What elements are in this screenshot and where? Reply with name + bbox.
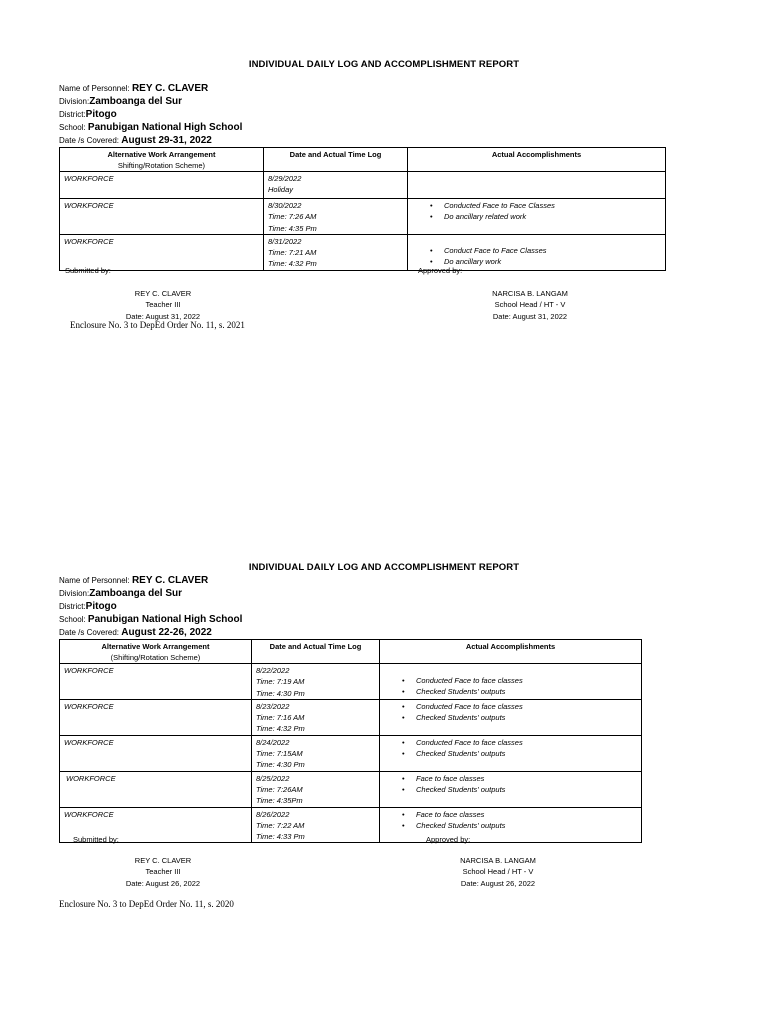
arrangement-cell: WORKFORCE bbox=[60, 199, 264, 235]
log-line: Time: 7:26AM bbox=[256, 784, 303, 794]
arrangement-header bbox=[60, 148, 264, 172]
time-log-header: Date and Actual Time Log bbox=[252, 640, 380, 664]
log-line: Time: 4:35Pm bbox=[256, 796, 303, 806]
log-line: Holiday bbox=[268, 185, 294, 195]
arrangement-cell: WORKFORCE bbox=[60, 172, 264, 199]
field-label: Date /s Covered: bbox=[59, 136, 120, 145]
field-label: District: bbox=[59, 602, 86, 611]
list-item bbox=[412, 245, 661, 256]
submitted-by-label: Submitted by: bbox=[65, 266, 111, 275]
log-line: Time: 4:35 Pm bbox=[268, 223, 317, 233]
table-row bbox=[60, 199, 666, 235]
time-log-cell bbox=[252, 807, 380, 843]
accomplishment-text: Checked Students' outputs bbox=[416, 820, 506, 830]
approver-date: Date: August 26, 2022 bbox=[460, 878, 536, 888]
arrangement-cell: WORKFORCE bbox=[60, 664, 252, 700]
log-line: Time: 7:16 AM bbox=[256, 713, 305, 723]
table-header-row bbox=[60, 148, 666, 172]
log-line: 8/25/2022 bbox=[256, 773, 290, 783]
report-title: INDIVIDUAL DAILY LOG AND ACCOMPLISHMENT REPORT bbox=[248, 59, 520, 70]
log-line: Time: 4:33 Pm bbox=[256, 832, 305, 842]
accomplishment-text: Conducted Face to face classes bbox=[416, 737, 523, 747]
log-line: 8/22/2022 bbox=[256, 666, 290, 675]
accomplishment-text: Checked Students' outputs bbox=[416, 784, 506, 794]
submitter-name: REY C. CLAVER bbox=[134, 289, 192, 298]
accomplishment-text: Conducted Face to face classes bbox=[416, 701, 523, 711]
accomplishments-header: Actual Accomplishments bbox=[408, 148, 666, 172]
log-line: 8/23/2022 bbox=[256, 701, 290, 711]
field-value: Pitogo bbox=[85, 601, 117, 612]
approved-by-label: Approved by: bbox=[426, 835, 471, 844]
log-line: Time: 4:32 Pm bbox=[256, 724, 305, 734]
bullet-icon: • bbox=[430, 245, 433, 255]
accomplishments-cell bbox=[380, 735, 642, 771]
field-label: Division: bbox=[59, 589, 90, 598]
list-item bbox=[384, 748, 637, 759]
log-line: Time: 7:15AM bbox=[256, 749, 303, 759]
list-item bbox=[384, 712, 637, 723]
log-line: 8/30/2022 bbox=[268, 201, 302, 210]
list-item bbox=[384, 737, 637, 748]
list-item bbox=[384, 820, 637, 831]
district-field bbox=[59, 601, 117, 612]
log-line: 8/29/2022 bbox=[268, 174, 302, 183]
enclosure-note: Enclosure No. 3 to DepEd Order No. 11, s. 2020 bbox=[59, 899, 234, 909]
accomplishments-cell bbox=[380, 699, 642, 735]
arrangement-cell: WORKFORCE bbox=[60, 699, 252, 735]
district-field bbox=[59, 109, 117, 120]
approver-name: NARCISA B. LANGAM bbox=[492, 289, 568, 298]
accomplishments-cell bbox=[408, 234, 666, 270]
time-log-cell bbox=[264, 172, 408, 199]
field-label: School: bbox=[59, 615, 86, 624]
header-line: (Shifting/Rotation Scheme) bbox=[110, 653, 201, 662]
time-log-cell bbox=[252, 699, 380, 735]
submitter-block bbox=[100, 855, 226, 889]
division-field bbox=[59, 588, 182, 599]
list-item bbox=[384, 784, 637, 795]
table-row bbox=[60, 172, 666, 199]
submitter-position: Teacher III bbox=[145, 867, 181, 877]
accomplishments-cell bbox=[408, 172, 666, 199]
field-label: School: bbox=[59, 123, 86, 132]
bullet-icon: • bbox=[402, 749, 405, 759]
school-field bbox=[59, 614, 242, 625]
date-covered-field bbox=[59, 135, 212, 146]
accomplishment-text: Conducted Face to face classes bbox=[416, 676, 523, 685]
time-log-cell bbox=[252, 664, 380, 700]
submitter-date: Date: August 26, 2022 bbox=[125, 878, 201, 888]
arrangement-cell: WORKFORCE bbox=[60, 807, 252, 843]
report-title: INDIVIDUAL DAILY LOG AND ACCOMPLISHMENT REPORT bbox=[248, 562, 520, 573]
submitter-name: REY C. CLAVER bbox=[134, 856, 192, 865]
table-row bbox=[60, 807, 642, 843]
arrangement-header bbox=[60, 640, 252, 664]
approver-date: Date: August 31, 2022 bbox=[492, 311, 568, 321]
list-item bbox=[384, 675, 637, 686]
field-label: Name of Personnel: bbox=[59, 84, 130, 93]
header-line: Alternative Work Arrangement bbox=[107, 150, 216, 159]
list-item bbox=[412, 211, 661, 222]
accomplishment-text: Checked Students' outputs bbox=[416, 713, 506, 723]
bullet-icon: • bbox=[402, 701, 405, 711]
personnel-field bbox=[59, 575, 208, 586]
list-item bbox=[384, 773, 637, 784]
submitted-by-label: Submitted by: bbox=[73, 835, 119, 844]
log-table bbox=[59, 639, 642, 843]
accomplishment-text: Conduct Face to Face Classes bbox=[444, 245, 547, 255]
bullet-icon: • bbox=[402, 676, 405, 685]
log-line: Time: 7:22 AM bbox=[256, 820, 305, 830]
log-line: Time: 7:19 AM bbox=[256, 677, 305, 687]
field-value: REY C. CLAVER bbox=[131, 575, 209, 586]
submitter-date: Date: August 31, 2022 bbox=[125, 311, 201, 321]
time-log-header: Date and Actual Time Log bbox=[264, 148, 408, 172]
bullet-icon: • bbox=[402, 784, 405, 794]
field-value: Panubigan National High School bbox=[87, 122, 243, 133]
approver-position: School Head / HT - V bbox=[462, 867, 534, 877]
log-table bbox=[59, 147, 666, 271]
log-line: 8/31/2022 bbox=[268, 236, 302, 246]
approver-block bbox=[436, 855, 560, 889]
field-value: Zamboanga del Sur bbox=[89, 588, 183, 599]
time-log-cell bbox=[252, 735, 380, 771]
arrangement-cell: WORKFORCE bbox=[60, 735, 252, 771]
accomplishment-text: Do ancillary work bbox=[444, 257, 502, 267]
log-line: Time: 7:21 AM bbox=[268, 248, 317, 258]
personnel-field bbox=[59, 83, 208, 94]
field-value: REY C. CLAVER bbox=[131, 83, 209, 94]
list-item bbox=[384, 686, 637, 697]
bullet-icon: • bbox=[402, 687, 405, 697]
bullet-icon: • bbox=[402, 773, 405, 783]
log-line: 8/24/2022 bbox=[256, 737, 290, 747]
field-label: Date /s Covered: bbox=[59, 628, 120, 637]
accomplishment-text: Checked Students' outputs bbox=[416, 687, 506, 697]
accomplishments-cell bbox=[408, 199, 666, 235]
list-item bbox=[412, 200, 661, 211]
school-field bbox=[59, 122, 242, 133]
field-value: Zamboanga del Sur bbox=[89, 96, 183, 107]
accomplishment-text: Face to face classes bbox=[416, 773, 485, 783]
bullet-icon: • bbox=[402, 713, 405, 723]
header-line: Shifting/Rotation Scheme) bbox=[117, 161, 206, 170]
accomplishments-cell bbox=[380, 807, 642, 843]
submitter-block bbox=[100, 288, 226, 322]
bullet-icon: • bbox=[430, 212, 433, 222]
approver-name: NARCISA B. LANGAM bbox=[460, 856, 536, 865]
log-line: Time: 4:30 Pm bbox=[256, 688, 305, 698]
enclosure-note: Enclosure No. 3 to DepEd Order No. 11, s. 2021 bbox=[70, 320, 245, 330]
field-label: Division: bbox=[59, 97, 90, 106]
bullet-icon: • bbox=[402, 737, 405, 747]
table-row bbox=[60, 664, 642, 700]
division-field bbox=[59, 96, 182, 107]
table-header-row bbox=[60, 640, 642, 664]
bullet-icon: • bbox=[402, 820, 405, 830]
accomplishments-cell bbox=[380, 771, 642, 807]
list-item bbox=[384, 809, 637, 820]
field-value: August 22-26, 2022 bbox=[121, 627, 212, 638]
table-row bbox=[60, 735, 642, 771]
time-log-cell bbox=[264, 199, 408, 235]
time-log-cell bbox=[264, 234, 408, 270]
submitter-position: Teacher III bbox=[145, 300, 181, 310]
accomplishment-text: Checked Students' outputs bbox=[416, 749, 506, 759]
bullet-icon: • bbox=[430, 201, 433, 210]
approver-position: School Head / HT - V bbox=[494, 300, 566, 310]
accomplishment-text: Face to face classes bbox=[416, 809, 485, 819]
field-value: August 29-31, 2022 bbox=[121, 135, 212, 146]
bullet-icon: • bbox=[402, 809, 405, 819]
field-label: District: bbox=[59, 110, 86, 119]
approved-by-label: Approved by: bbox=[418, 266, 463, 275]
log-line: Time: 4:32 Pm bbox=[268, 259, 317, 269]
log-line: Time: 4:30 Pm bbox=[256, 760, 305, 770]
table-row bbox=[60, 234, 666, 270]
time-log-cell bbox=[252, 771, 380, 807]
table-row bbox=[60, 699, 642, 735]
approver-block bbox=[470, 288, 590, 322]
log-line: 8/26/2022 bbox=[256, 809, 290, 819]
log-line: Time: 7:26 AM bbox=[268, 212, 317, 222]
accomplishment-text: Do ancillary related work bbox=[444, 212, 527, 222]
field-label: Name of Personnel: bbox=[59, 576, 130, 585]
accomplishments-cell bbox=[380, 664, 642, 700]
date-covered-field bbox=[59, 627, 212, 638]
accomplishments-header: Actual Accomplishments bbox=[380, 640, 642, 664]
field-value: Pitogo bbox=[85, 109, 117, 120]
arrangement-cell: WORKFORCE bbox=[60, 771, 252, 807]
arrangement-cell: WORKFORCE bbox=[60, 234, 264, 270]
table-row bbox=[60, 771, 642, 807]
accomplishment-text: Conducted Face to Face Classes bbox=[444, 201, 555, 210]
field-value: Panubigan National High School bbox=[87, 614, 243, 625]
header-line: Alternative Work Arrangement bbox=[101, 642, 210, 651]
list-item bbox=[384, 701, 637, 712]
bullet-icon: • bbox=[430, 257, 433, 267]
